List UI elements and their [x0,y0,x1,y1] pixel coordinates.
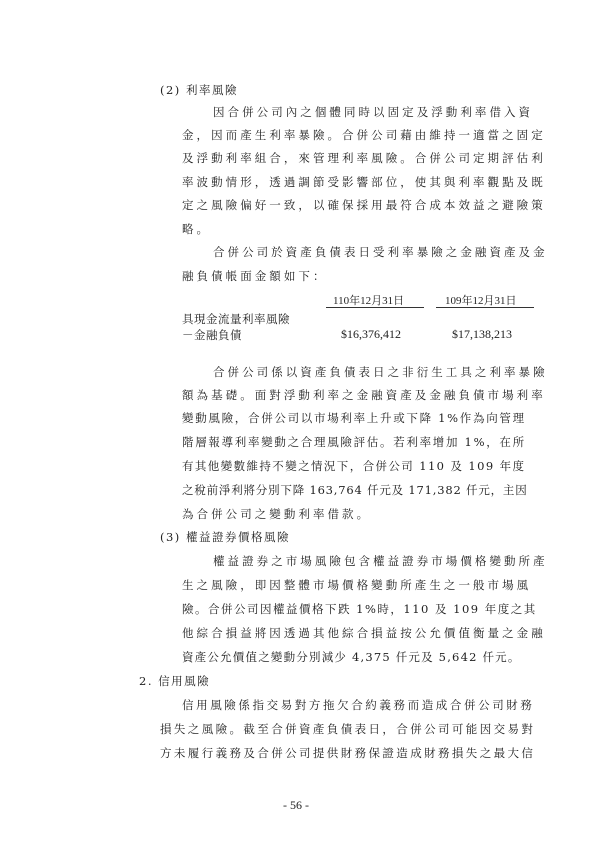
section-heading-credit-risk: 2. 信用風險 [139,674,211,688]
text-line: 生之風險，即因整體市場價格變動所產生之一般市場風 [182,578,532,592]
text-line: 額為基礎。面對浮動利率之金融資產及金融負債市場利率 [182,388,546,402]
column-header-underline [326,307,424,308]
text-line: 金，因而產生利率暴險。合併公司藉由維持一適當之固定 [182,128,546,142]
text-line: 率波動情形，透過調節受影響部位，使其與利率觀點及既 [182,175,546,189]
text-line: 略。 [182,222,212,236]
text-line: 資產公允價值之變動分別減少 4,375 仟元及 5,642 仟元。 [182,650,521,664]
text-line: 及浮動利率組合，來管理利率風險。合併公司定期評估利 [182,151,546,165]
text-line: 變動風險，合併公司以市場利率上升或下降 1%作為向管理 [182,411,526,425]
text-line: 他綜合損益將因透過其他綜合損益按公允價值衡量之金融 [182,626,546,640]
value-2020: $17,138,213 [452,327,512,341]
text-line: 方未履行義務及合併公司提供財務保證造成財務損失之最大信 [160,746,536,760]
section-heading-interest-rate-risk: (2) 利率風險 [160,83,238,97]
text-line: 之稅前淨利將分別下降 163,764 仟元及 171,382 仟元，主因 [182,483,528,497]
text-line: 權益證券之市場風險包含權益證券市場價格變動所產 [213,554,548,568]
section-heading-equity-price-risk: (3) 權益證券價格風險 [160,530,290,544]
column-header-2021: 110年12月31日 [333,295,405,307]
column-header-underline [436,307,534,308]
text-line: 損失之風險。截至合併資產負債表日，合併公司可能因交易對 [160,722,536,736]
text-line: 為合併公司之變動利率借款。 [182,507,372,521]
row-label-financial-liabilities: －金融負債 [182,328,242,342]
text-line: 信用風險係指交易對方拖欠合約義務而造成合併公司財務 [182,698,535,712]
text-line: 融負債帳面金額如下： [182,269,328,283]
text-line: 定之風險偏好一致，以確保採用最符合成本效益之避險策 [182,198,546,212]
text-line: 有其他變數維持不變之情況下，合併公司 110 及 109 年度 [182,459,526,473]
text-line: 險。合併公司因權益價格下跌 1%時，110 及 109 年度之其 [182,602,537,616]
value-2021: $16,376,412 [341,327,401,341]
text-line: 合併公司於資產負債表日受利率暴險之金融資產及金 [213,245,548,259]
row-label-cash-flow-risk: 具現金流量利率風險 [182,312,290,326]
page-number: - 56 - [283,798,309,812]
column-header-2020: 109年12月31日 [445,295,517,307]
text-line: 合併公司係以資產負債表日之非衍生工具之利率暴險 [213,365,548,379]
text-line: 因合併公司內之個體同時以固定及浮動利率借入資 [213,105,534,119]
text-line: 階層報導利率變動之合理風險評估。若利率增加 1%，在所 [182,435,526,449]
